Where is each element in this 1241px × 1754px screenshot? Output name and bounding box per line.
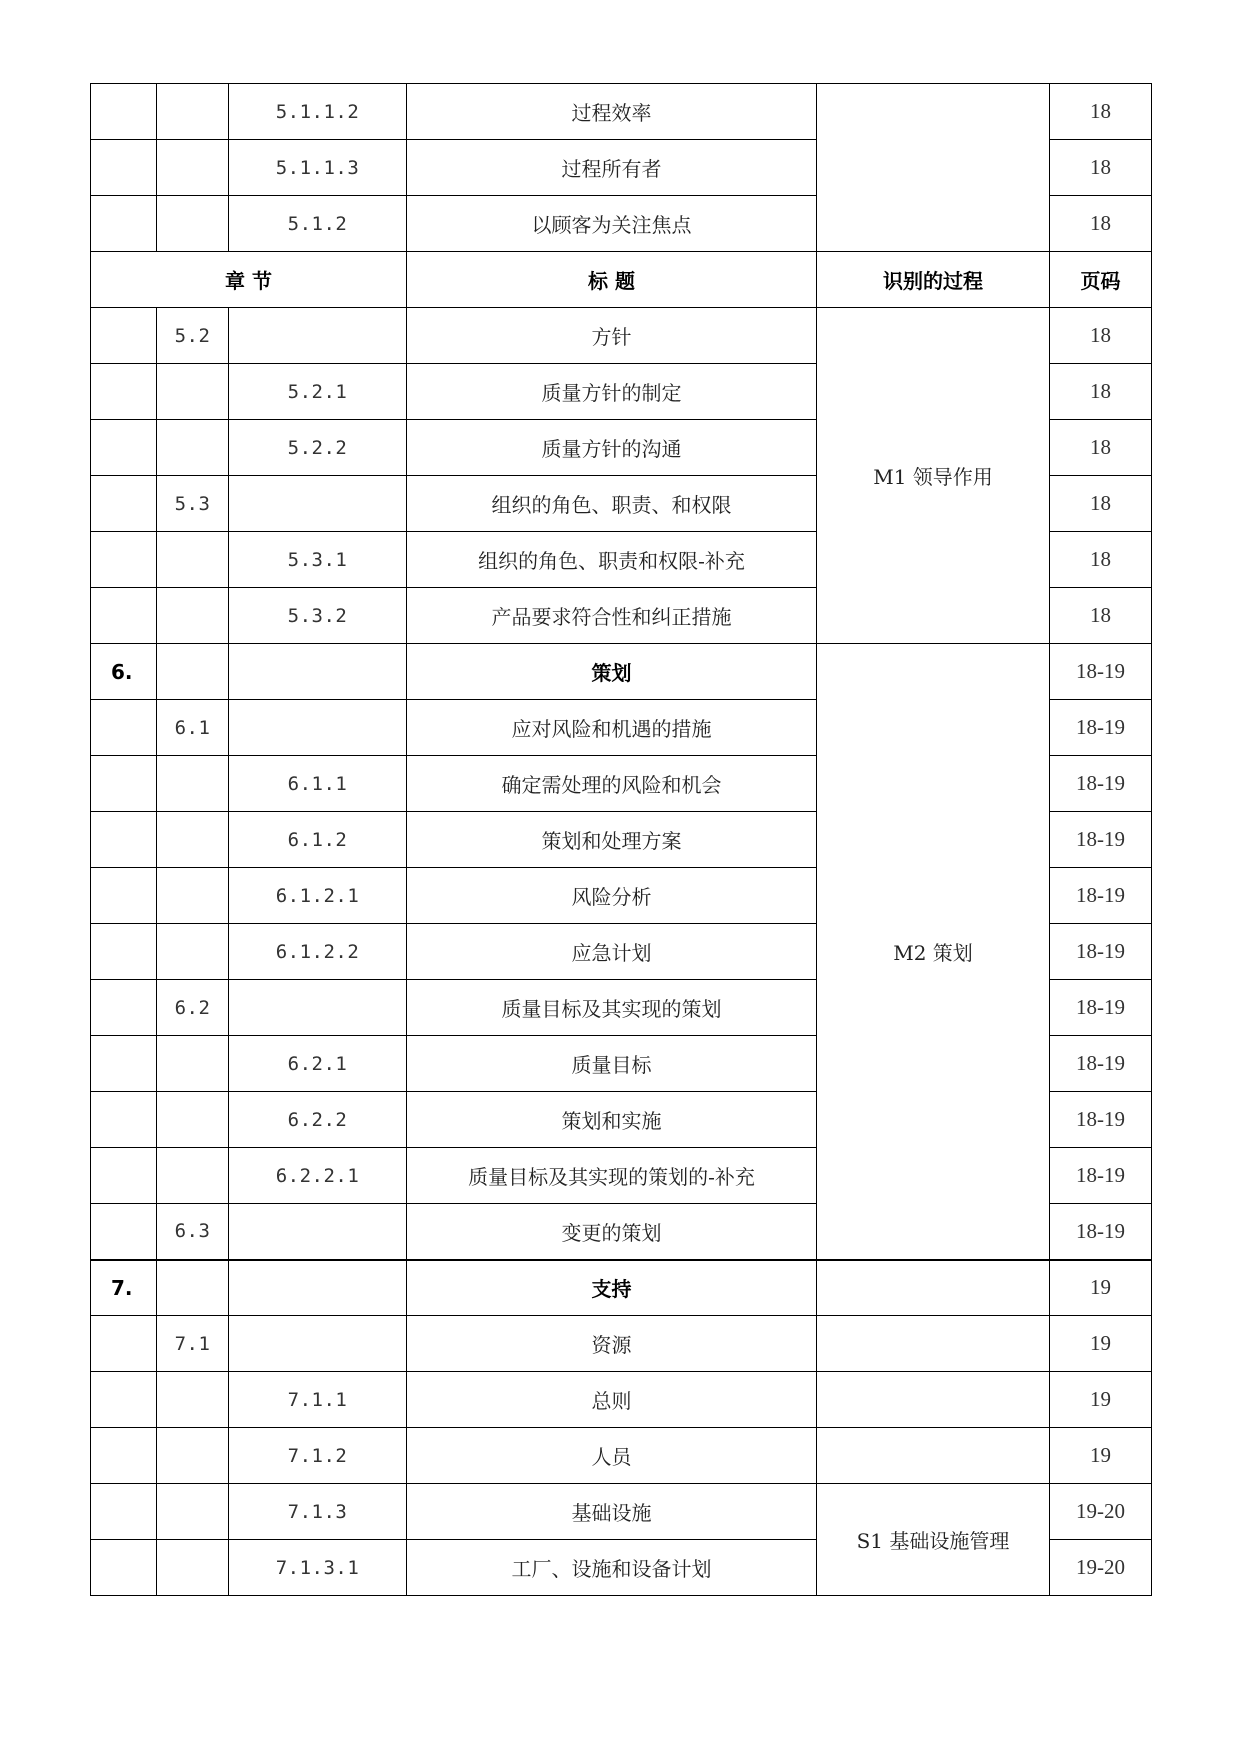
toc-cell-l1 xyxy=(91,1148,157,1204)
toc-cell-page: 18-19 xyxy=(1050,868,1152,924)
toc-cell-l2 xyxy=(157,1036,229,1092)
toc-table xyxy=(90,83,1152,1596)
toc-cell-process xyxy=(817,1372,1050,1428)
toc-cell-l2: 6.1 xyxy=(157,700,229,756)
toc-cell-l1 xyxy=(91,980,157,1036)
toc-cell-l1 xyxy=(91,924,157,980)
toc-cell-l1 xyxy=(91,1484,157,1540)
toc-cell-l2 xyxy=(157,1428,229,1484)
toc-cell-page: 18-19 xyxy=(1050,1036,1152,1092)
toc-cell-l1 xyxy=(91,476,157,532)
toc-cell-title: 人员 xyxy=(407,1428,817,1484)
toc-cell-process: M1 领导作用 xyxy=(817,308,1050,644)
toc-cell-l2 xyxy=(157,140,229,196)
toc-cell-l1 xyxy=(91,1036,157,1092)
toc-cell-l1 xyxy=(91,420,157,476)
toc-cell-l1 xyxy=(91,1540,157,1596)
toc-cell-page: 18-19 xyxy=(1050,644,1152,700)
toc-cell-process xyxy=(817,1260,1050,1316)
toc-cell-title: 质量方针的制定 xyxy=(407,364,817,420)
toc-cell-l3: 7.1.3.1 xyxy=(229,1540,407,1596)
header-page: 页码 xyxy=(1050,252,1152,308)
toc-cell-title: 组织的角色、职责和权限-补充 xyxy=(407,532,817,588)
toc-cell-l2 xyxy=(157,868,229,924)
toc-cell-process: M2 策划 xyxy=(817,644,1050,1260)
toc-cell-l2 xyxy=(157,420,229,476)
toc-cell-l2 xyxy=(157,812,229,868)
toc-cell-l2 xyxy=(157,1372,229,1428)
toc-cell-l1 xyxy=(91,196,157,252)
table-row xyxy=(91,1372,1152,1428)
toc-cell-l2: 5.2 xyxy=(157,308,229,364)
toc-cell-l3: 6.2.1 xyxy=(229,1036,407,1092)
toc-cell-page: 18 xyxy=(1050,364,1152,420)
toc-cell-l1 xyxy=(91,532,157,588)
toc-cell-l1 xyxy=(91,812,157,868)
toc-cell-title: 组织的角色、职责、和权限 xyxy=(407,476,817,532)
header-title: 标 题 xyxy=(407,252,817,308)
toc-cell-l3 xyxy=(229,1204,407,1260)
toc-cell-l3: 6.2.2 xyxy=(229,1092,407,1148)
toc-cell-page: 18-19 xyxy=(1050,1092,1152,1148)
table-row xyxy=(91,84,1152,140)
toc-cell-title: 策划 xyxy=(407,644,817,700)
table-row xyxy=(91,1428,1152,1484)
toc-cell-process: S1 基础设施管理 xyxy=(817,1484,1050,1596)
toc-cell-page: 19 xyxy=(1050,1260,1152,1316)
toc-cell-title: 总则 xyxy=(407,1372,817,1428)
toc-cell-l3: 5.1.1.2 xyxy=(229,84,407,140)
toc-cell-title: 变更的策划 xyxy=(407,1204,817,1260)
toc-cell-l3: 6.1.2.1 xyxy=(229,868,407,924)
toc-cell-l1 xyxy=(91,1428,157,1484)
toc-cell-page: 18 xyxy=(1050,196,1152,252)
toc-cell-l2 xyxy=(157,1148,229,1204)
toc-cell-l3 xyxy=(229,980,407,1036)
toc-cell-l2 xyxy=(157,364,229,420)
toc-cell-l1 xyxy=(91,1204,157,1260)
toc-cell-l1 xyxy=(91,140,157,196)
toc-cell-page: 18 xyxy=(1050,420,1152,476)
toc-cell-l1 xyxy=(91,588,157,644)
toc-cell-l3: 5.2.1 xyxy=(229,364,407,420)
toc-cell-title: 支持 xyxy=(407,1260,817,1316)
toc-cell-page: 19-20 xyxy=(1050,1484,1152,1540)
toc-cell-page: 18 xyxy=(1050,588,1152,644)
toc-cell-l2 xyxy=(157,532,229,588)
toc-cell-title: 过程所有者 xyxy=(407,140,817,196)
toc-cell-title: 风险分析 xyxy=(407,868,817,924)
toc-cell-title: 以顾客为关注焦点 xyxy=(407,196,817,252)
table-row xyxy=(91,1316,1152,1372)
toc-cell-page: 18-19 xyxy=(1050,980,1152,1036)
toc-cell-l2 xyxy=(157,84,229,140)
header-process: 识别的过程 xyxy=(817,252,1050,308)
toc-cell-l3: 5.3.2 xyxy=(229,588,407,644)
toc-cell-l2: 7.1 xyxy=(157,1316,229,1372)
toc-cell-title: 质量目标及其实现的策划的-补充 xyxy=(407,1148,817,1204)
toc-cell-l3: 5.1.1.3 xyxy=(229,140,407,196)
toc-cell-l3 xyxy=(229,1260,407,1316)
table-row xyxy=(91,1484,1152,1540)
toc-cell-title: 应急计划 xyxy=(407,924,817,980)
table-row-chapter xyxy=(91,644,1152,700)
toc-cell-l3: 5.3.1 xyxy=(229,532,407,588)
toc-cell-title: 基础设施 xyxy=(407,1484,817,1540)
toc-cell-page: 19 xyxy=(1050,1316,1152,1372)
toc-cell-l2: 6.3 xyxy=(157,1204,229,1260)
toc-cell-page: 18 xyxy=(1050,84,1152,140)
toc-cell-page: 19 xyxy=(1050,1372,1152,1428)
toc-cell-l3 xyxy=(229,308,407,364)
toc-cell-title: 方针 xyxy=(407,308,817,364)
toc-cell-title: 产品要求符合性和纠正措施 xyxy=(407,588,817,644)
toc-cell-l2 xyxy=(157,756,229,812)
toc-cell-l3 xyxy=(229,700,407,756)
toc-cell-page: 18-19 xyxy=(1050,924,1152,980)
toc-cell-l3: 5.2.2 xyxy=(229,420,407,476)
toc-cell-l2 xyxy=(157,1260,229,1316)
toc-cell-l2 xyxy=(157,644,229,700)
toc-cell-page: 18 xyxy=(1050,308,1152,364)
toc-cell-l3: 7.1.2 xyxy=(229,1428,407,1484)
toc-cell-l2 xyxy=(157,196,229,252)
toc-cell-page: 18-19 xyxy=(1050,1204,1152,1260)
toc-cell-title: 过程效率 xyxy=(407,84,817,140)
toc-cell-l3: 7.1.1 xyxy=(229,1372,407,1428)
toc-cell-page: 18-19 xyxy=(1050,756,1152,812)
toc-cell-page: 18-19 xyxy=(1050,1148,1152,1204)
toc-cell-l3: 7.1.3 xyxy=(229,1484,407,1540)
toc-cell-l2 xyxy=(157,588,229,644)
table-row xyxy=(91,308,1152,364)
toc-cell-page: 18 xyxy=(1050,476,1152,532)
toc-cell-page: 19 xyxy=(1050,1428,1152,1484)
toc-cell-title: 质量方针的沟通 xyxy=(407,420,817,476)
toc-cell-l1 xyxy=(91,756,157,812)
toc-cell-page: 18-19 xyxy=(1050,812,1152,868)
toc-cell-l1: 7. xyxy=(91,1260,157,1316)
toc-cell-l1 xyxy=(91,1372,157,1428)
toc-cell-process xyxy=(817,84,1050,252)
toc-cell-l1 xyxy=(91,84,157,140)
toc-cell-l3: 6.1.1 xyxy=(229,756,407,812)
toc-cell-l1: 6. xyxy=(91,644,157,700)
toc-cell-title: 策划和实施 xyxy=(407,1092,817,1148)
toc-cell-l2: 5.3 xyxy=(157,476,229,532)
toc-cell-l2 xyxy=(157,924,229,980)
toc-cell-l3: 5.1.2 xyxy=(229,196,407,252)
toc-cell-l2 xyxy=(157,1092,229,1148)
toc-cell-l2: 6.2 xyxy=(157,980,229,1036)
toc-cell-l3: 6.1.2.2 xyxy=(229,924,407,980)
toc-cell-title: 确定需处理的风险和机会 xyxy=(407,756,817,812)
toc-cell-l1 xyxy=(91,868,157,924)
toc-cell-l1 xyxy=(91,700,157,756)
toc-cell-page: 19-20 xyxy=(1050,1540,1152,1596)
toc-cell-l1 xyxy=(91,1316,157,1372)
toc-cell-process xyxy=(817,1316,1050,1372)
toc-cell-page: 18-19 xyxy=(1050,700,1152,756)
toc-cell-l1 xyxy=(91,308,157,364)
toc-cell-l2 xyxy=(157,1484,229,1540)
header-chapter: 章 节 xyxy=(91,252,407,308)
toc-cell-title: 质量目标及其实现的策划 xyxy=(407,980,817,1036)
toc-cell-page: 18 xyxy=(1050,532,1152,588)
toc-cell-title: 工厂、设施和设备计划 xyxy=(407,1540,817,1596)
toc-cell-l3 xyxy=(229,1316,407,1372)
toc-cell-title: 质量目标 xyxy=(407,1036,817,1092)
toc-cell-l3 xyxy=(229,644,407,700)
toc-cell-title: 资源 xyxy=(407,1316,817,1372)
toc-cell-process xyxy=(817,1428,1050,1484)
toc-cell-page: 18 xyxy=(1050,140,1152,196)
toc-cell-l1 xyxy=(91,364,157,420)
toc-cell-l3: 6.1.2 xyxy=(229,812,407,868)
toc-cell-l3: 6.2.2.1 xyxy=(229,1148,407,1204)
toc-cell-l1 xyxy=(91,1092,157,1148)
toc-cell-title: 应对风险和机遇的措施 xyxy=(407,700,817,756)
table-row-chapter xyxy=(91,1260,1152,1316)
table-header-row xyxy=(91,252,1152,308)
toc-cell-l3 xyxy=(229,476,407,532)
toc-cell-l2 xyxy=(157,1540,229,1596)
toc-cell-title: 策划和处理方案 xyxy=(407,812,817,868)
